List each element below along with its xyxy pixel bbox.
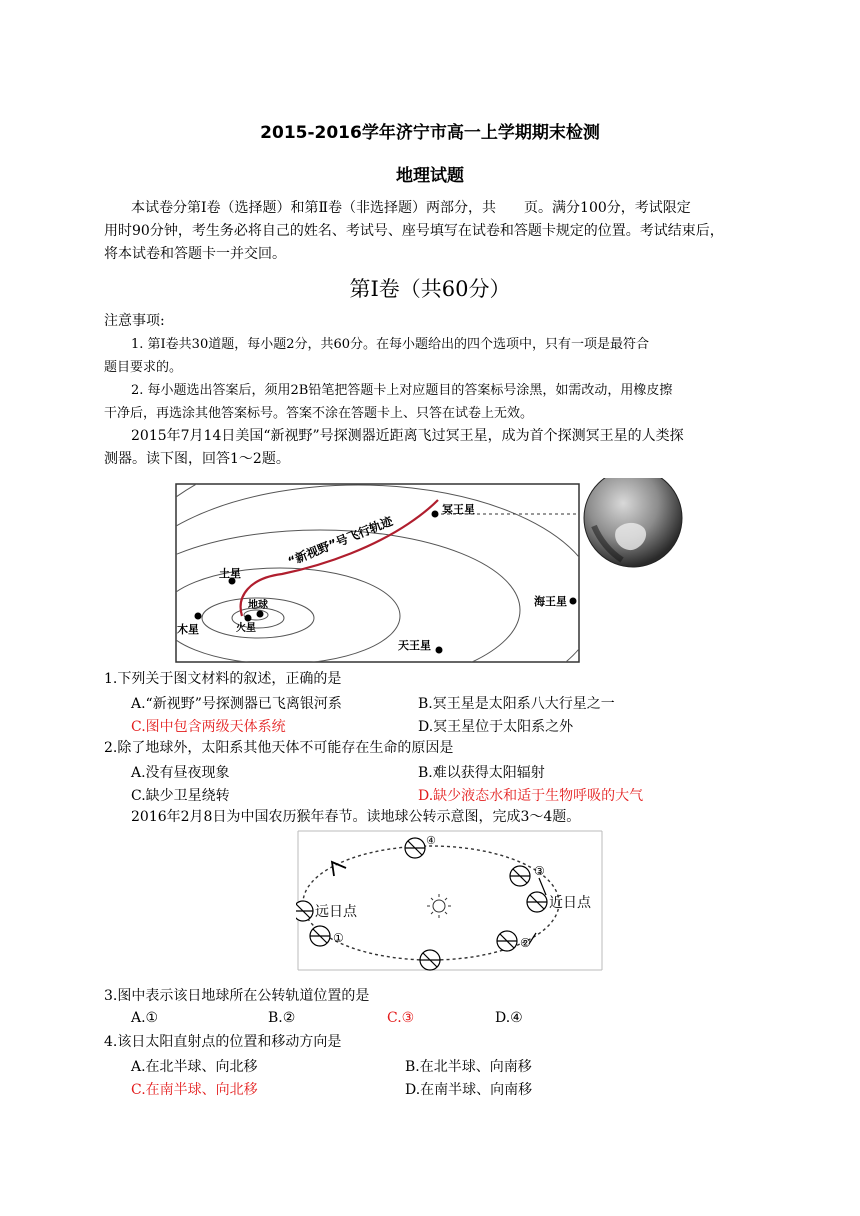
pluto-label: 冥王星 bbox=[442, 503, 475, 516]
aphelion-label: 远日点 bbox=[315, 904, 357, 920]
q4-option-d: D.在南半球、向南移 bbox=[405, 1082, 533, 1098]
uranus-label: 天王星 bbox=[398, 639, 431, 652]
pluto-image bbox=[584, 478, 682, 567]
note-1-line-1: 1. 第Ⅰ卷共30道题，每小题2分，共60分。在每小题给出的四个选项中，只有一项是最符合 bbox=[131, 337, 650, 352]
q2-option-b: B.难以获得太阳辐射 bbox=[418, 765, 545, 781]
mars-dot bbox=[245, 615, 252, 622]
direction-arrow bbox=[332, 862, 346, 876]
uranus-dot bbox=[436, 647, 443, 654]
intro-line-2: 用时90分钟，考生务必将自己的姓名、考试号、座号填写在试卷和答题卡规定的位置。考试结束后， bbox=[104, 223, 724, 239]
notes-label: 注意事项: bbox=[104, 313, 165, 329]
sun-icon bbox=[427, 894, 451, 918]
mark-1: ① bbox=[333, 931, 344, 945]
exam-title: 2015-2016学年济宁市高一上学期期末检测 bbox=[260, 123, 600, 143]
q1-option-b: B.冥王星是太阳系八大行星之一 bbox=[418, 696, 615, 712]
earth-orbit-figure bbox=[296, 830, 604, 980]
note-2-line-1: 2. 每小题选出答案后，须用2B铅笔把答题卡上对应题目的答案标号涂黑，如需改动，用橡皮擦 bbox=[131, 383, 673, 398]
q2-option-a: A.没有昼夜现象 bbox=[131, 765, 230, 781]
note-2-line-2: 干净后，再选涂其他答案标号。答案不涂在答题卡上、只答在试卷上无效。 bbox=[104, 406, 534, 421]
earth-icon-4 bbox=[405, 838, 425, 858]
neptune-dot bbox=[570, 598, 577, 605]
q2-option-c: C.缺少卫星绕转 bbox=[131, 788, 230, 804]
intro-line-1: 本试卷分第Ⅰ卷（选择题）和第Ⅱ卷（非选择题）两部分，共 页。满分100分，考试限定 bbox=[131, 200, 691, 216]
earth-label: 地球 bbox=[248, 600, 268, 611]
earth-dot bbox=[257, 611, 264, 618]
pluto-dot bbox=[432, 511, 439, 518]
material-1-line-2: 测器。读下图，回答1～2题。 bbox=[104, 451, 290, 467]
earth-icon-bottom bbox=[420, 950, 440, 970]
q2-option-d: D.缺少液态水和适于生物呼吸的大气 bbox=[418, 788, 644, 804]
material-1-line-1: 2015年7月14日美国“新视野”号探测器近距离飞过冥王星，成为首个探测冥王星的人类探 bbox=[131, 428, 684, 444]
earth-icon-3 bbox=[510, 866, 530, 886]
q1-stem: 1.下列关于图文材料的叙述，正确的是 bbox=[104, 671, 342, 687]
earth-icon-perihelion bbox=[527, 892, 547, 912]
mark-4: ④ bbox=[426, 834, 436, 847]
q1-option-d: D.冥王星位于太阳系之外 bbox=[418, 719, 574, 735]
q3-option-d: D.④ bbox=[495, 1010, 523, 1026]
note-1-line-2: 题目要求的。 bbox=[104, 360, 183, 375]
mars-label: 火星 bbox=[236, 623, 256, 634]
q4-option-c: C.在南半球、向北移 bbox=[131, 1082, 258, 1098]
earth-icon-1 bbox=[310, 926, 330, 946]
intro-line-3: 将本试卷和答题卡一并交回。 bbox=[104, 246, 286, 262]
earth-icon-2 bbox=[497, 931, 517, 951]
mark-2: ② bbox=[520, 936, 531, 950]
trajectory-label: “新视野”号飞行轨迹 bbox=[285, 513, 395, 569]
jupiter-dot bbox=[195, 613, 202, 620]
q4-stem: 4.该日太阳直射点的位置和移动方向是 bbox=[104, 1034, 342, 1050]
q4-option-b: B.在北半球、向南移 bbox=[405, 1059, 532, 1075]
saturn-label: 土星 bbox=[219, 567, 241, 580]
mark-3: ③ bbox=[534, 864, 545, 878]
q4-option-a: A.在北半球、向北移 bbox=[131, 1059, 258, 1075]
section-heading: 第Ⅰ卷（共60分） bbox=[349, 277, 511, 301]
solar-system-figure bbox=[170, 478, 690, 666]
exam-subtitle: 地理试题 bbox=[396, 166, 464, 186]
perihelion-label: 近日点 bbox=[549, 895, 591, 911]
earth-icon-aphelion bbox=[296, 901, 313, 921]
q3-option-b: B.② bbox=[268, 1010, 296, 1026]
neptune-label: 海王星 bbox=[534, 595, 567, 608]
q3-stem: 3.图中表示该日地球所在公转轨道位置的是 bbox=[104, 988, 370, 1004]
material-2: 2016年2月8日为中国农历猴年春节。读地球公转示意图，完成3～4题。 bbox=[131, 809, 581, 825]
q1-option-c: C.图中包含两级天体系统 bbox=[131, 719, 286, 735]
jupiter-label: 木星 bbox=[177, 623, 199, 636]
q3-option-c: C.③ bbox=[387, 1010, 415, 1026]
q2-stem: 2.除了地球外，太阳系其他天体不可能存在生命的原因是 bbox=[104, 740, 454, 756]
q1-option-a: A.“新视野”号探测器已飞离银河系 bbox=[131, 696, 342, 712]
q3-option-a: A.① bbox=[131, 1010, 159, 1026]
